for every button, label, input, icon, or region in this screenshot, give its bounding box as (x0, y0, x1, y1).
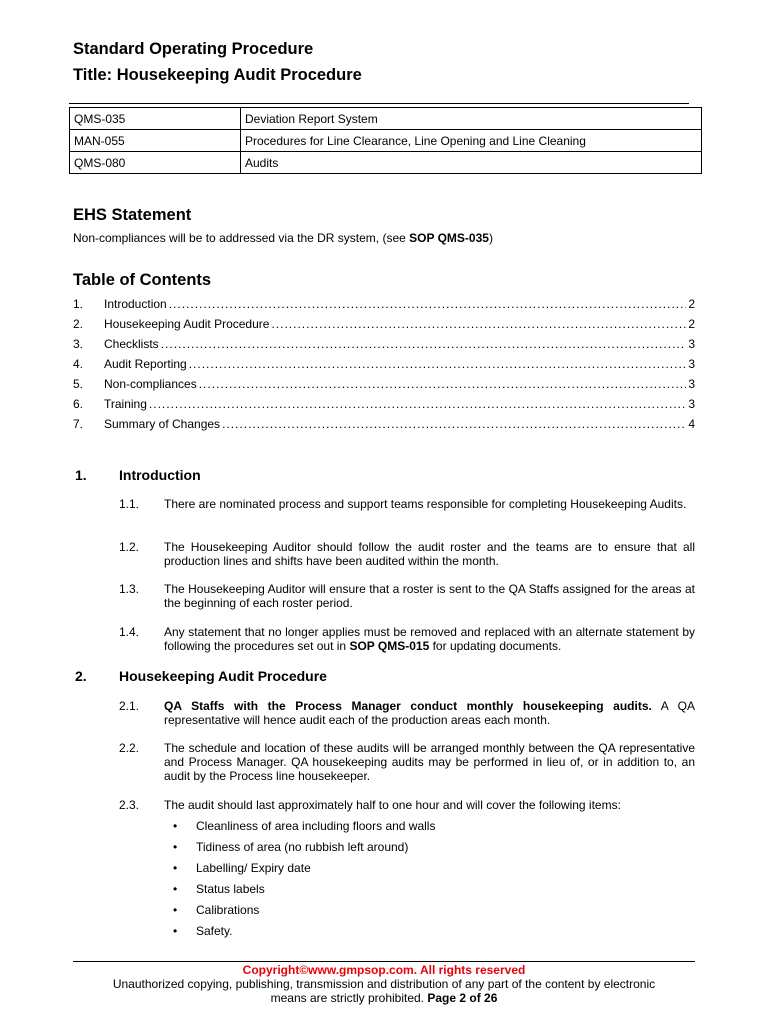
toc-num: 4. (73, 357, 84, 371)
bullet-icon: • (173, 819, 178, 833)
toc-leader (161, 337, 687, 351)
ehs-text (73, 231, 493, 245)
bullet-icon: • (173, 840, 178, 854)
sop-header: Standard Operating Procedure (73, 40, 314, 58)
bullet-icon: • (173, 903, 178, 917)
toc-leader (149, 397, 686, 411)
toc-page: 3 (688, 377, 695, 391)
ref-title: Deviation Report System (241, 108, 702, 130)
toc-page: 3 (688, 337, 695, 351)
section-title: Housekeeping Audit Procedure (119, 668, 327, 684)
footer-rule (73, 961, 695, 962)
clause-number: 1.3. (119, 582, 140, 596)
ehs-text-part: Non-compliances will be to addressed via the DR system, (see (73, 231, 410, 245)
clause-text (164, 625, 695, 653)
footer-notice (73, 977, 695, 1005)
toc-item[interactable] (73, 357, 695, 373)
ref-code: QMS-035 (70, 108, 241, 130)
toc-page: 3 (688, 357, 695, 371)
clause-text-part: Any statement that no longer applies must be removed and replaced with an alternate statement by following the procedures set out in (164, 625, 695, 653)
clause-text: The audit should last approximately half to one hour and will cover the following items: (164, 798, 621, 812)
bullet-icon: • (173, 924, 178, 938)
list-item: Labelling/ Expiry date (196, 861, 311, 875)
toc-title: Housekeeping Audit Procedure (104, 317, 270, 331)
toc-item[interactable] (73, 297, 695, 313)
header-rule (69, 103, 689, 104)
clause-text: The schedule and location of these audits will be arranged monthly between the QA representative and Process Manager. QA housekeeping audits may be performed in lieu of, or in addition to, an audit by the Process line housekeeper. (164, 741, 695, 783)
toc-num: 5. (73, 377, 84, 391)
clause-text: The Housekeeping Auditor should follow the audit roster and the teams are to ensure that all production lines and shifts have been audited within the month. (164, 540, 695, 568)
clause-number: 2.3. (119, 798, 140, 812)
toc-item[interactable] (73, 417, 695, 433)
toc-item[interactable] (73, 397, 695, 413)
ref-code: QMS-080 (70, 152, 241, 174)
toc-leader (169, 297, 687, 311)
sop-reference: SOP QMS-015 (349, 639, 430, 653)
references-table (69, 107, 702, 174)
toc-num: 7. (73, 417, 84, 431)
clause-text-end: A QA representative will hence audit each of the production areas each month. (164, 699, 696, 727)
table-row (70, 152, 702, 174)
ref-title: Audits (241, 152, 702, 174)
toc-title: Training (104, 397, 147, 411)
toc-title: Summary of Changes (104, 417, 221, 431)
toc-leader (189, 357, 687, 371)
clause-text-end: for updating documents. (429, 639, 562, 653)
list-item: Tidiness of area (no rubbish left around) (196, 840, 409, 854)
ehs-text-end: ) (488, 231, 493, 245)
toc-title: Non-compliances (104, 377, 197, 391)
toc-item[interactable] (73, 377, 695, 393)
toc-heading: Table of Contents (73, 271, 212, 289)
toc-item[interactable] (73, 317, 695, 333)
toc-leader (199, 377, 687, 391)
section-number: 2. (75, 668, 87, 684)
toc-item[interactable] (73, 337, 695, 353)
bullet-icon: • (173, 882, 178, 896)
toc-page: 2 (688, 317, 695, 331)
table-row (70, 130, 702, 152)
toc-page: 3 (688, 397, 695, 411)
toc-num: 1. (73, 297, 84, 311)
copyright-notice[interactable]: Copyright©www.gmpsop.com. All rights reserved (242, 963, 526, 977)
document-title (73, 66, 362, 85)
clause-number: 1.4. (119, 625, 140, 639)
title-label: Title (73, 66, 107, 84)
section-number: 1. (75, 467, 87, 483)
page-number: Page 2 of 26 (427, 991, 498, 1005)
section-title: Introduction (119, 467, 201, 483)
toc-title: Introduction (104, 297, 167, 311)
ref-code: MAN-055 (70, 130, 241, 152)
clause-text (164, 699, 695, 727)
table-row (70, 108, 702, 130)
clause-text: The Housekeeping Auditor will ensure that a roster is sent to the QA Staffs assigned for the areas at the beginning of each roster period. (164, 582, 695, 610)
ehs-sop-ref: SOP QMS-035 (409, 231, 489, 245)
footer-notice-line1: Unauthorized copying, publishing, transmission and distribution of any part of the content by electronic (112, 977, 656, 991)
toc-title: Audit Reporting (104, 357, 187, 371)
list-item: Status labels (196, 882, 265, 896)
clause-number: 2.2. (119, 741, 140, 755)
toc-title: Checklists (104, 337, 159, 351)
ehs-heading: EHS Statement (73, 206, 192, 224)
clause-text: There are nominated process and support teams responsible for completing Housekeeping Audits. (164, 497, 687, 511)
clause-number: 1.2. (119, 540, 140, 554)
clause-bold-text: QA Staffs with the Process Manager conduct monthly housekeeping audits. (164, 699, 652, 713)
list-item: Calibrations (196, 903, 260, 917)
title-value: : Housekeeping Audit Procedure (106, 66, 362, 84)
ref-title: Procedures for Line Clearance, Line Opening and Line Cleaning (241, 130, 702, 152)
clause-number: 2.1. (119, 699, 140, 713)
list-item: Safety. (196, 924, 233, 938)
bullet-icon: • (173, 861, 178, 875)
footer-notice-line2: means are strictly prohibited. (270, 991, 428, 1005)
toc-page: 4 (688, 417, 695, 431)
toc-num: 2. (73, 317, 84, 331)
toc-page: 2 (688, 297, 695, 311)
list-item: Cleanliness of area including floors and walls (196, 819, 436, 833)
toc-leader (271, 317, 686, 331)
toc-num: 3. (73, 337, 84, 351)
toc-leader (222, 417, 686, 431)
toc-num: 6. (73, 397, 84, 411)
clause-number: 1.1. (119, 497, 140, 511)
